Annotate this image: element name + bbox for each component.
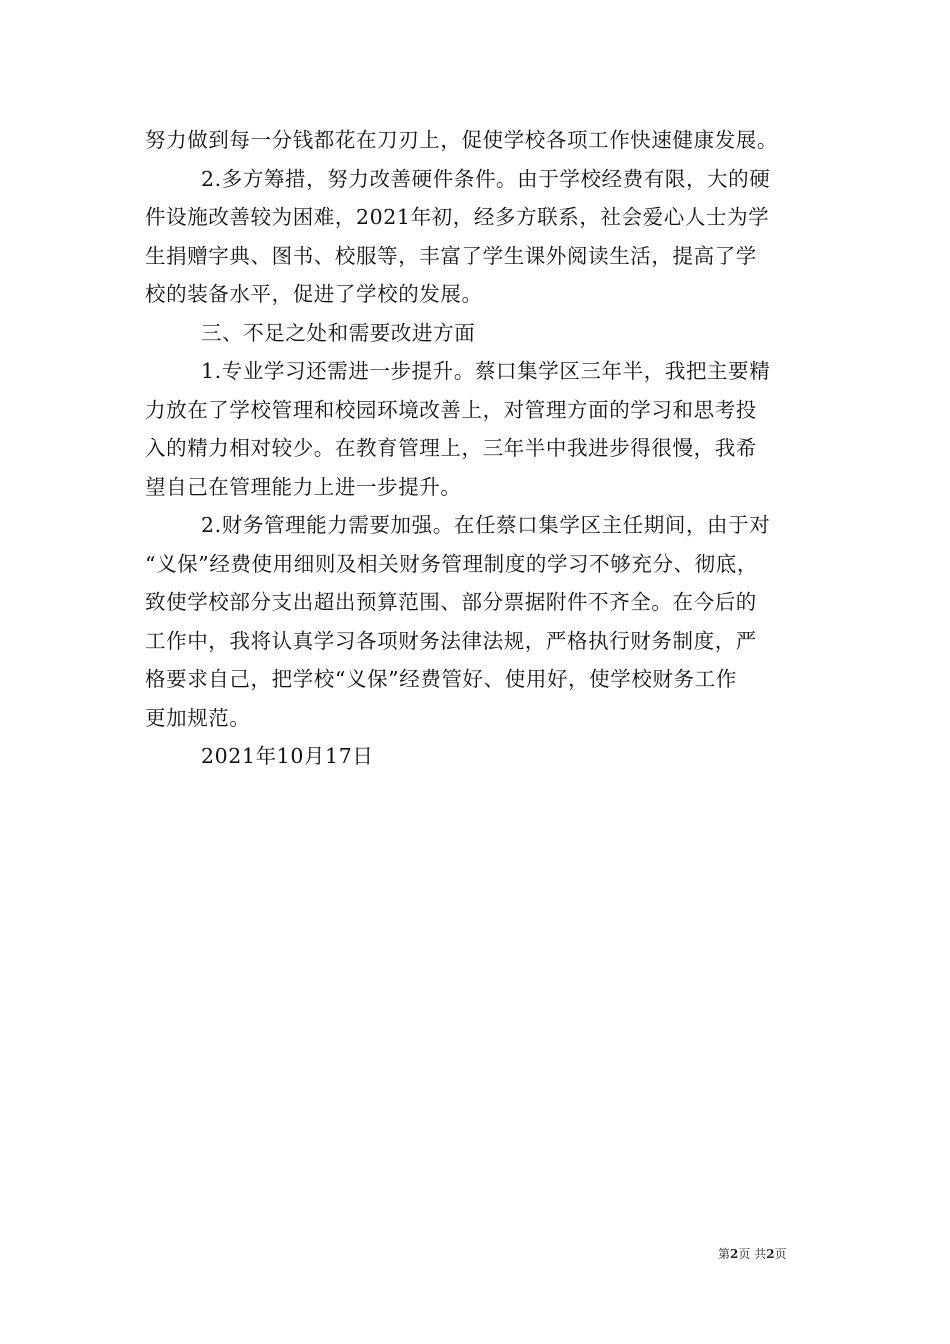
paragraph-line: 致使学校部分支出超出预算范围、部分票据附件不齐全。在今后的 <box>145 590 757 614</box>
paragraph-line: 件设施改善较为困难，2021年初，经多方联系，社会爱心人士为学 <box>145 205 770 229</box>
paragraph-line: 力放在了学校管理和校园环境改善上，对管理方面的学习和思考投 <box>145 397 757 422</box>
paragraph-line: 1.专业学习还需进一步提升。蔡口集学区三年半，我把主要精 <box>201 359 771 383</box>
document-date: 2021年10月17日 <box>201 744 374 768</box>
footer-suffix: 页 <box>774 1247 787 1261</box>
paragraph-line: 入的精力相对较少。在教育管理上，三年半中我进步得很慢，我希 <box>145 436 757 460</box>
footer-middle: 页 共 <box>738 1247 767 1261</box>
page-number-footer <box>718 1246 787 1262</box>
paragraph-line: “义保”经费使用细则及相关财务管理制度的学习不够充分、彻底， <box>145 551 758 576</box>
document-body <box>145 121 810 776</box>
paragraph-line: 望自己在管理能力上进一步提升。 <box>145 474 462 499</box>
paragraph-line: 生捐赠字典、图书、校服等，丰富了学生课外阅读生活，提高了学 <box>145 243 757 268</box>
paragraph-line: 2.多方筹措，努力改善硬件条件。由于学校经费有限，大的硬 <box>201 166 771 191</box>
paragraph-line: 格要求自己，把学校“义保”经费管好、使用好，使学校财务工作 <box>145 667 737 691</box>
current-page-number: 2 <box>730 1247 739 1261</box>
footer-prefix: 第 <box>718 1247 731 1261</box>
paragraph-line: 努力做到每一分钱都花在刀刃上，促使学校各项工作快速健康发展。 <box>145 128 778 152</box>
paragraph-line: 更加规范。 <box>145 705 251 730</box>
total-page-number: 2 <box>766 1247 775 1261</box>
section-heading: 三、不足之处和需要改进方面 <box>201 320 476 345</box>
paragraph-line: 2.财务管理能力需要加强。在任蔡口集学区主任期间，由于对 <box>201 513 771 537</box>
paragraph-line: 校的装备水平，促进了学校的发展。 <box>145 282 483 306</box>
paragraph-line: 工作中，我将认真学习各项财务法律法规，严格执行财务制度，严 <box>145 628 757 653</box>
